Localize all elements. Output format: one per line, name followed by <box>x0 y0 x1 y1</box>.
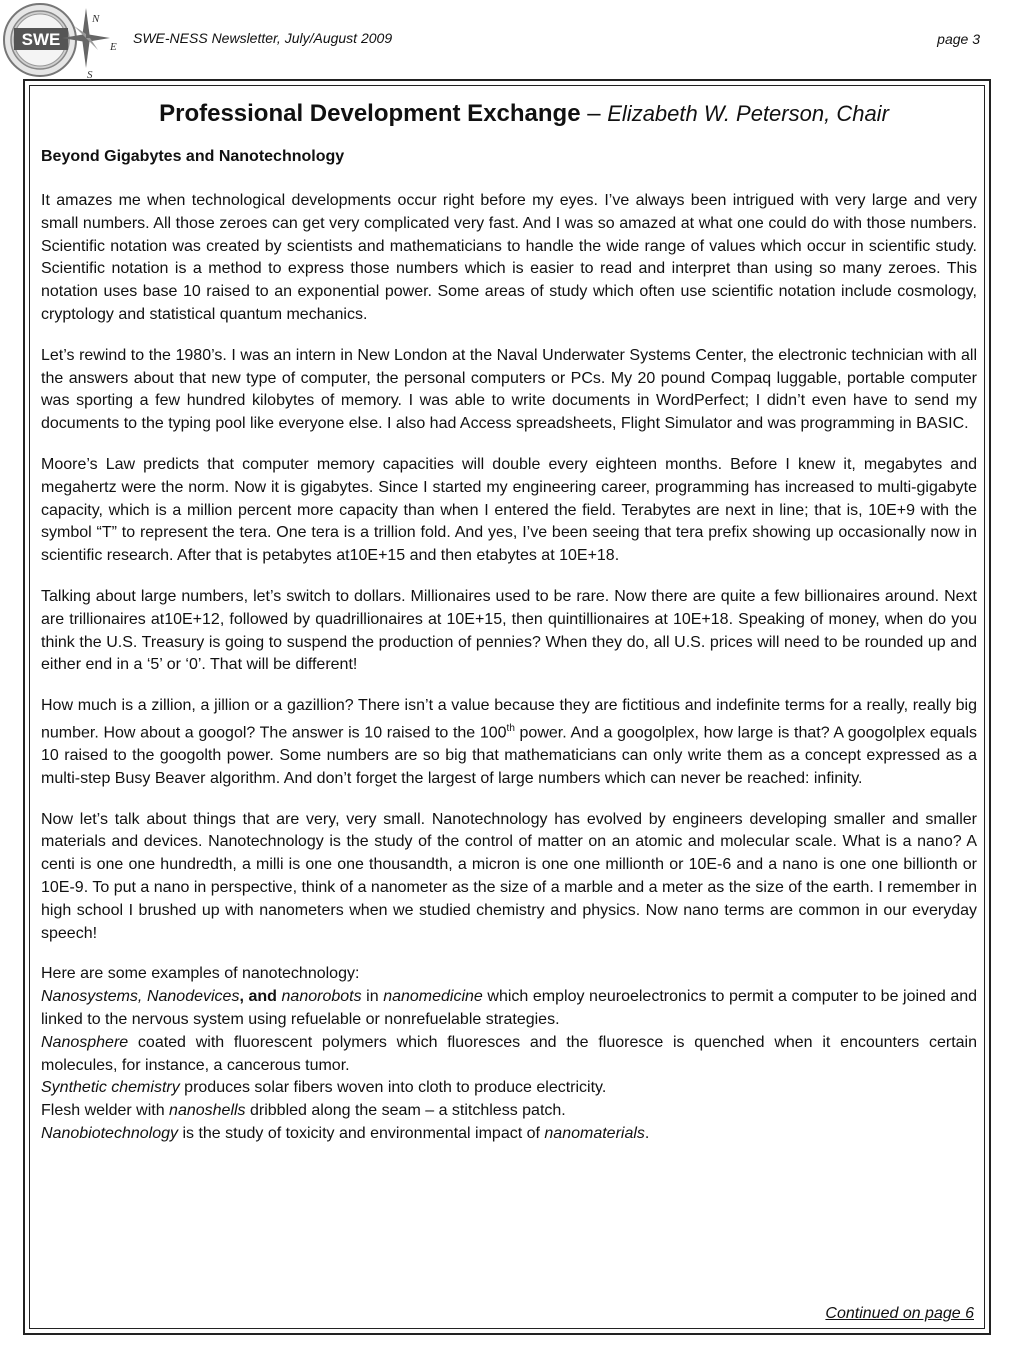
paragraph-5 <box>41 695 977 791</box>
title-main: Professional Development Exchange <box>159 100 581 127</box>
ex4-text-2: dribbled along the seam – a stitchless patch. <box>245 1102 566 1120</box>
ex1-italic-1: Nanosystems, Nanodevices <box>41 988 240 1006</box>
ex1-italic-3: nanomedicine <box>383 988 483 1006</box>
page-number: page 3 <box>937 31 980 47</box>
ex5-italic-1: Nanobiotechnology <box>41 1125 178 1143</box>
article-title <box>41 100 977 128</box>
p5-superscript: th <box>506 722 515 734</box>
p5-text-b: power. And a googolplex, how large is that? A googolplex equals 10 raised to the googolth power. Some numbers are so big that mathematicians can only write them as a concept expressed as a multi-step Busy Beaver algorithm. And don’t forget the largest of large numbers which can never be reached: infinity. <box>41 724 978 787</box>
ex5-text-1: is the study of toxicity and environmental impact of <box>178 1125 545 1143</box>
svg-text:SWE: SWE <box>21 30 61 49</box>
examples-intro: Here are some examples of nanotechnology: <box>41 965 360 983</box>
title-chair: Elizabeth W. Peterson, Chair <box>607 101 889 126</box>
ex1-text-3: which employ neuroelectronics to permit a computer to be joined and linked to the nervous system using refuelable or nonrefuelable strategies. <box>41 988 978 1029</box>
ex4-italic: nanoshells <box>169 1102 246 1120</box>
ex5-italic-2: nanomaterials <box>544 1125 645 1143</box>
nanotech-examples <box>41 963 977 1145</box>
swe-logo <box>2 2 120 80</box>
svg-text:N: N <box>92 13 100 25</box>
article-subtitle: Beyond Gigabytes and Nanotechnology <box>41 148 345 165</box>
ex3-text: produces solar fibers woven into cloth to produce electricity. <box>179 1079 607 1097</box>
title-dash: – <box>580 100 608 127</box>
ex1-text-1: , and <box>239 988 282 1006</box>
ex4-text-1: Flesh welder with <box>41 1102 170 1120</box>
svg-text:S: S <box>87 69 93 80</box>
paragraph-6: Now let’s talk about things that are very, very small. Nanotechnology has evolved by engineers developing smaller and smaller materials and devices. Nanotechnology is the study of the control of matter on an atomic and molecular scale. What is a nano? A centi is one one hundredth, a milli is one one thousandth, a micron is one one millionth or 10E-6 and a nano is one one billionth or 10E-9. To put a nano in perspective, think of a nanometer as the size of a marble and a meter as the size of the earth. I remember in high school I brushed up with nanometers when we studied chemistry and physics. Now nano terms are common in our everyday speech! <box>41 810 977 942</box>
p5-text-a: How much is a zillion, a jillion or a gazillion? There isn’t a value because they are fictitious and indefinite terms for a really, really big number. How about a googol? The answer is 10 raised to the 100 <box>41 697 977 742</box>
svg-text:E: E <box>110 41 117 53</box>
paragraph-1: It amazes me when technological developments occur right before my eyes. I’ve always been intrigued with very large and very small numbers. All those zeroes can get very complicated very fast. And I was so amazed at what one could do with those numbers. Scientific notation was created by scientists and mathematicians to handle the wide range of values which occur in scientific study. Scientific notation is a method to express those numbers which is easier to read and interpret than using so many zeroes. This notation uses base 10 raised to an exponential power. Some areas of study which often use scientific notation include cosmology, cryptology and statistical quantum mechanics. <box>41 192 977 323</box>
example-2 <box>41 1032 977 1078</box>
paragraph-3: Moore’s Law predicts that computer memory capacities will double every eighteen months. Before I knew it, megabytes and megahertz were the norm. Now it is gigabytes. Since I started my engineering career, programming has increased to multi-gigabyte capacity, which is a million percent more capacity than when I entered the field. Terabytes are next in line; that is, 10E+9 with the symbol “T” to represent the tera. One tera is a trillion fold. And yes, I’ve been seeing that tera prefix showing up occasionally now in scientific research. After that is petabytes at10E+15 and then etabytes at 10E+18. <box>41 455 977 565</box>
ex3-italic: Synthetic chemistry <box>41 1079 180 1097</box>
ex2-italic: Nanosphere <box>41 1033 129 1051</box>
paragraph-4: Talking about large numbers, let’s switch to dollars. Millionaires used to be rare. Now there are quite a few billionaires around. Next are trillionaires at10E+12, followed by quadrillionaires at 10E+15, then quintillionaires at 10E+18. Speaking of money, when do you think the U.S. Treasury is going to suspend the production of pennies? When they do, all U.S. prices will need to be rounded up and either end in a ‘5’ or ‘0’. That will be different! <box>41 587 977 674</box>
continued-link[interactable]: Continued on page 6 <box>825 1305 974 1322</box>
example-1 <box>41 986 977 1032</box>
ex2-text: coated with fluorescent polymers which fluoresces and the fluoresce is quenched when it encounters certain molecules, for instance, a cancerous tumor. <box>41 1033 977 1074</box>
ex5-text-2: . <box>644 1125 650 1143</box>
newsletter-header: SWE-NESS Newsletter, July/August 2009 <box>133 30 393 46</box>
example-4 <box>41 1100 977 1123</box>
article-body <box>41 100 977 1146</box>
paragraph-2: Let’s rewind to the 1980’s. I was an intern in New London at the Naval Underwater Systems Center, the electronic technician with all the answers about that new type of computer, the personal computers or PCs. My 20 pound Compaq luggable, portable computer was sporting a few hundred kilobytes of memory. I was able to write documents in WordPerfect; I didn’t even have to send my documents to the typing pool like everyone else. I also had Access spreadsheets, Flight Simulator and was programming in BASIC. <box>41 346 977 433</box>
ex1-italic-2: nanorobots <box>281 988 362 1006</box>
example-3 <box>41 1077 977 1100</box>
example-5 <box>41 1123 977 1146</box>
ex1-text-2: in <box>361 988 384 1006</box>
